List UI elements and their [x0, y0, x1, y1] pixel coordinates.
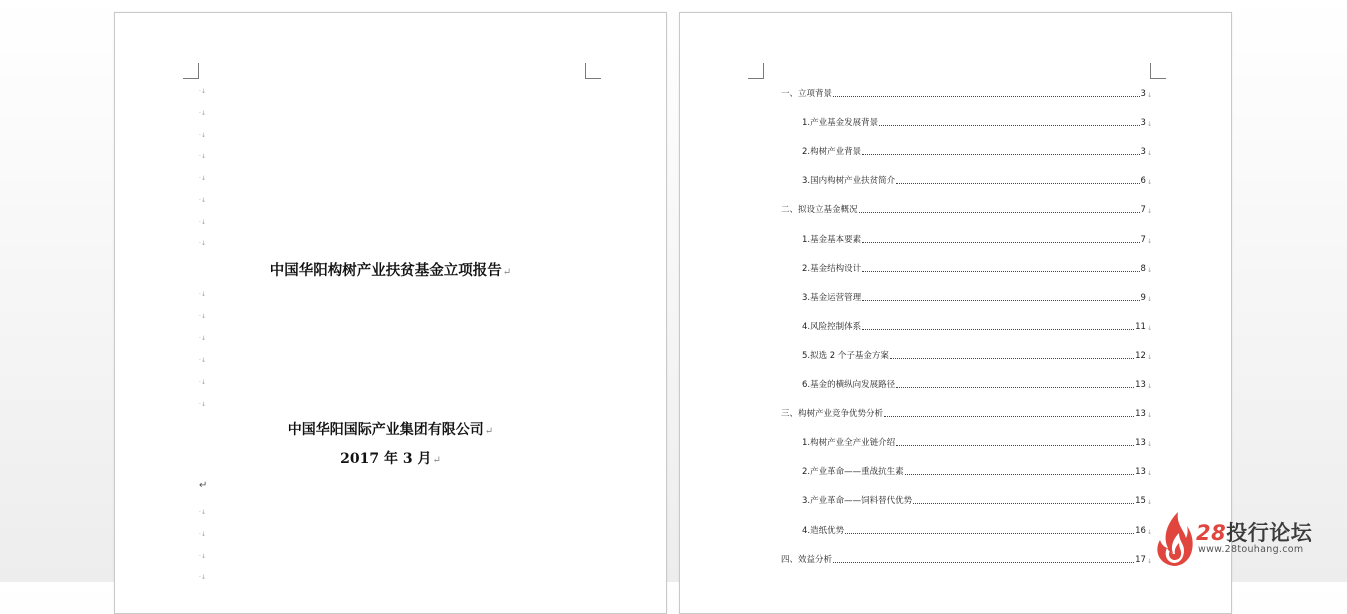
empty-paragraph-mark: ·↓ — [199, 574, 206, 581]
toc-entry-label: 2.构树产业背景 — [802, 147, 862, 158]
toc-entry[interactable] — [802, 437, 1152, 448]
empty-paragraph-mark: ·↓ — [199, 88, 206, 95]
toc-entry[interactable] — [802, 117, 1152, 128]
crop-mark-top-left — [748, 63, 764, 79]
cover-page — [114, 12, 667, 614]
paragraph-mark: ↓ — [1146, 92, 1152, 99]
empty-paragraph-mark: ·↓ — [199, 153, 206, 160]
crop-mark-top-left — [183, 63, 199, 79]
toc-dot-leader — [833, 562, 1134, 563]
toc-dot-leader — [879, 125, 1139, 126]
paragraph-mark: ↓ — [1146, 412, 1152, 420]
toc-entry-label: 三、构树产业竞争优势分析 — [781, 409, 884, 420]
toc-entry[interactable] — [781, 408, 1152, 419]
toc-entry-page: 9 — [1140, 292, 1146, 303]
toc-dot-leader — [862, 154, 1139, 155]
empty-paragraph-mark: ·↓ — [199, 357, 206, 364]
crop-mark-top-right — [1150, 63, 1166, 79]
empty-paragraph-mark: ·↓ — [199, 110, 206, 117]
toc-entry[interactable] — [802, 466, 1152, 477]
paragraph-mark: ↓ — [1146, 208, 1152, 216]
toc-entry[interactable] — [781, 204, 1152, 215]
toc-entry-label: 4.风险控制体系 — [802, 321, 862, 332]
toc-dot-leader — [862, 329, 1134, 330]
toc-entry-label: 5.拟选 2 个子基金方案 — [802, 350, 889, 361]
paragraph-mark: ↵ — [199, 480, 208, 491]
paragraph-mark: ↓ — [1146, 353, 1152, 361]
toc-entry-label: 3.国内构树产业扶贫简介 — [802, 176, 896, 187]
toc-entry[interactable] — [802, 350, 1152, 361]
toc-entry-page: 6 — [1140, 176, 1146, 187]
toc-entry[interactable] — [802, 175, 1152, 186]
toc-entry[interactable] — [781, 554, 1152, 565]
report-title: 中国华阳构树产业扶贫基金立项报告↵ — [269, 262, 512, 279]
empty-paragraph-mark: ·↓ — [199, 291, 206, 298]
report-date: 2017 年 3 月↵ — [340, 451, 441, 467]
empty-paragraph-mark: ·↓ — [199, 219, 206, 226]
toc-entry-label: 1.产业基金发展背景 — [802, 118, 879, 129]
toc-entry-label: 1.构树产业全产业链介绍 — [802, 438, 896, 449]
toc-dot-leader — [859, 212, 1140, 213]
toc-dot-leader — [862, 300, 1139, 301]
toc-entry-page: 7 — [1140, 234, 1146, 245]
forum-url: www.28touhang.com — [1198, 544, 1304, 555]
paragraph-mark: ↓ — [1146, 150, 1152, 158]
toc-entry-label: 2.产业革命——重战抗生素 — [802, 467, 904, 478]
empty-paragraph-mark: ·↓ — [199, 313, 206, 320]
toc-entry[interactable] — [802, 263, 1152, 274]
paragraph-mark: ↓ — [1146, 121, 1152, 129]
toc-entry-page: 3 — [1140, 118, 1146, 129]
toc-dot-leader — [913, 503, 1134, 504]
toc-entry[interactable] — [781, 88, 1152, 99]
toc-entry[interactable] — [802, 525, 1152, 536]
paragraph-mark: ↓ — [1146, 179, 1152, 187]
toc-entry-page: 3 — [1140, 147, 1146, 158]
paragraph-mark: ↓ — [1146, 557, 1152, 565]
empty-paragraph-mark: ·↓ — [199, 240, 206, 247]
toc-entry-page: 16 — [1135, 525, 1146, 536]
toc-entry[interactable] — [802, 292, 1152, 303]
toc-entry-page: 15 — [1135, 496, 1146, 507]
empty-paragraph-mark: ·↓ — [199, 132, 206, 139]
toc-entry-label: 2.基金结构设计 — [802, 263, 862, 274]
toc-dot-leader — [896, 387, 1134, 388]
empty-paragraph-mark: ·↓ — [199, 553, 206, 560]
flame-logo-icon — [1152, 508, 1196, 568]
toc-entry-page: 11 — [1135, 321, 1146, 332]
paragraph-mark: ↓ — [1146, 470, 1152, 478]
paragraph-mark: ↓ — [1146, 499, 1152, 507]
toc-entry-label: 四、效益分析 — [781, 554, 833, 565]
toc-entry-page: 8 — [1140, 263, 1146, 274]
toc-entry-page: 13 — [1135, 467, 1146, 478]
empty-paragraph-mark: ·↓ — [199, 175, 206, 182]
toc-dot-leader — [896, 445, 1134, 446]
toc-page — [679, 12, 1232, 614]
empty-paragraph-mark: ·↓ — [199, 509, 206, 516]
toc-dot-leader — [884, 416, 1134, 417]
toc-dot-leader — [890, 358, 1134, 359]
empty-paragraph-mark: ·↓ — [199, 401, 206, 408]
toc-entry-label: 4.造纸优势 — [802, 525, 845, 536]
toc-entry-label: 3.基金运营管理 — [802, 292, 862, 303]
paragraph-mark: ↓ — [1146, 324, 1152, 332]
toc-entry[interactable] — [802, 495, 1152, 506]
toc-entry-label: 一、立项背景 — [781, 89, 833, 99]
toc-entry-page: 13 — [1135, 380, 1146, 390]
paragraph-mark: ↓ — [1146, 528, 1152, 536]
toc-dot-leader — [862, 242, 1139, 243]
toc-entry-label: 6.基金的横纵向发展路径 — [802, 380, 896, 390]
crop-mark-top-right — [585, 63, 601, 79]
toc-entry-label: 二、拟设立基金概况 — [781, 205, 858, 216]
toc-entry[interactable] — [802, 234, 1152, 245]
toc-dot-leader — [896, 183, 1139, 184]
toc-entry[interactable] — [802, 321, 1152, 332]
toc-dot-leader — [845, 533, 1134, 534]
toc-entry[interactable] — [802, 146, 1152, 157]
paragraph-mark: ↓ — [1146, 266, 1152, 274]
empty-paragraph-mark: ·↓ — [199, 379, 206, 386]
toc-entry-page: 17 — [1135, 554, 1146, 565]
forum-name: 28投行论坛 — [1196, 521, 1313, 545]
toc-dot-leader — [862, 271, 1139, 272]
paragraph-mark: ↓ — [1146, 441, 1152, 449]
paragraph-mark: ↓ — [1146, 295, 1152, 303]
paragraph-mark: ↓ — [1146, 383, 1152, 390]
toc-entry-page: 3 — [1140, 89, 1146, 99]
paragraph-mark: ↓ — [1146, 237, 1152, 245]
toc-entry-page: 13 — [1135, 438, 1146, 449]
empty-paragraph-mark: ·↓ — [199, 531, 206, 538]
forum-watermark — [1152, 508, 1342, 570]
toc-entry-label: 3.产业革命——饲料替代优势 — [802, 496, 913, 507]
toc-dot-leader — [833, 96, 1140, 97]
empty-paragraph-mark: ·↓ — [199, 335, 206, 342]
company-name: 中国华阳国际产业集团有限公司↵ — [287, 422, 494, 438]
toc-entry-page: 13 — [1135, 409, 1146, 420]
toc-entry-label: 1.基金基本要素 — [802, 234, 862, 245]
toc-dot-leader — [905, 474, 1135, 475]
toc-entry-page: 7 — [1140, 205, 1146, 216]
toc-entry[interactable] — [802, 379, 1152, 390]
empty-paragraph-mark: ·↓ — [199, 197, 206, 204]
toc-entry-page: 12 — [1135, 350, 1146, 361]
